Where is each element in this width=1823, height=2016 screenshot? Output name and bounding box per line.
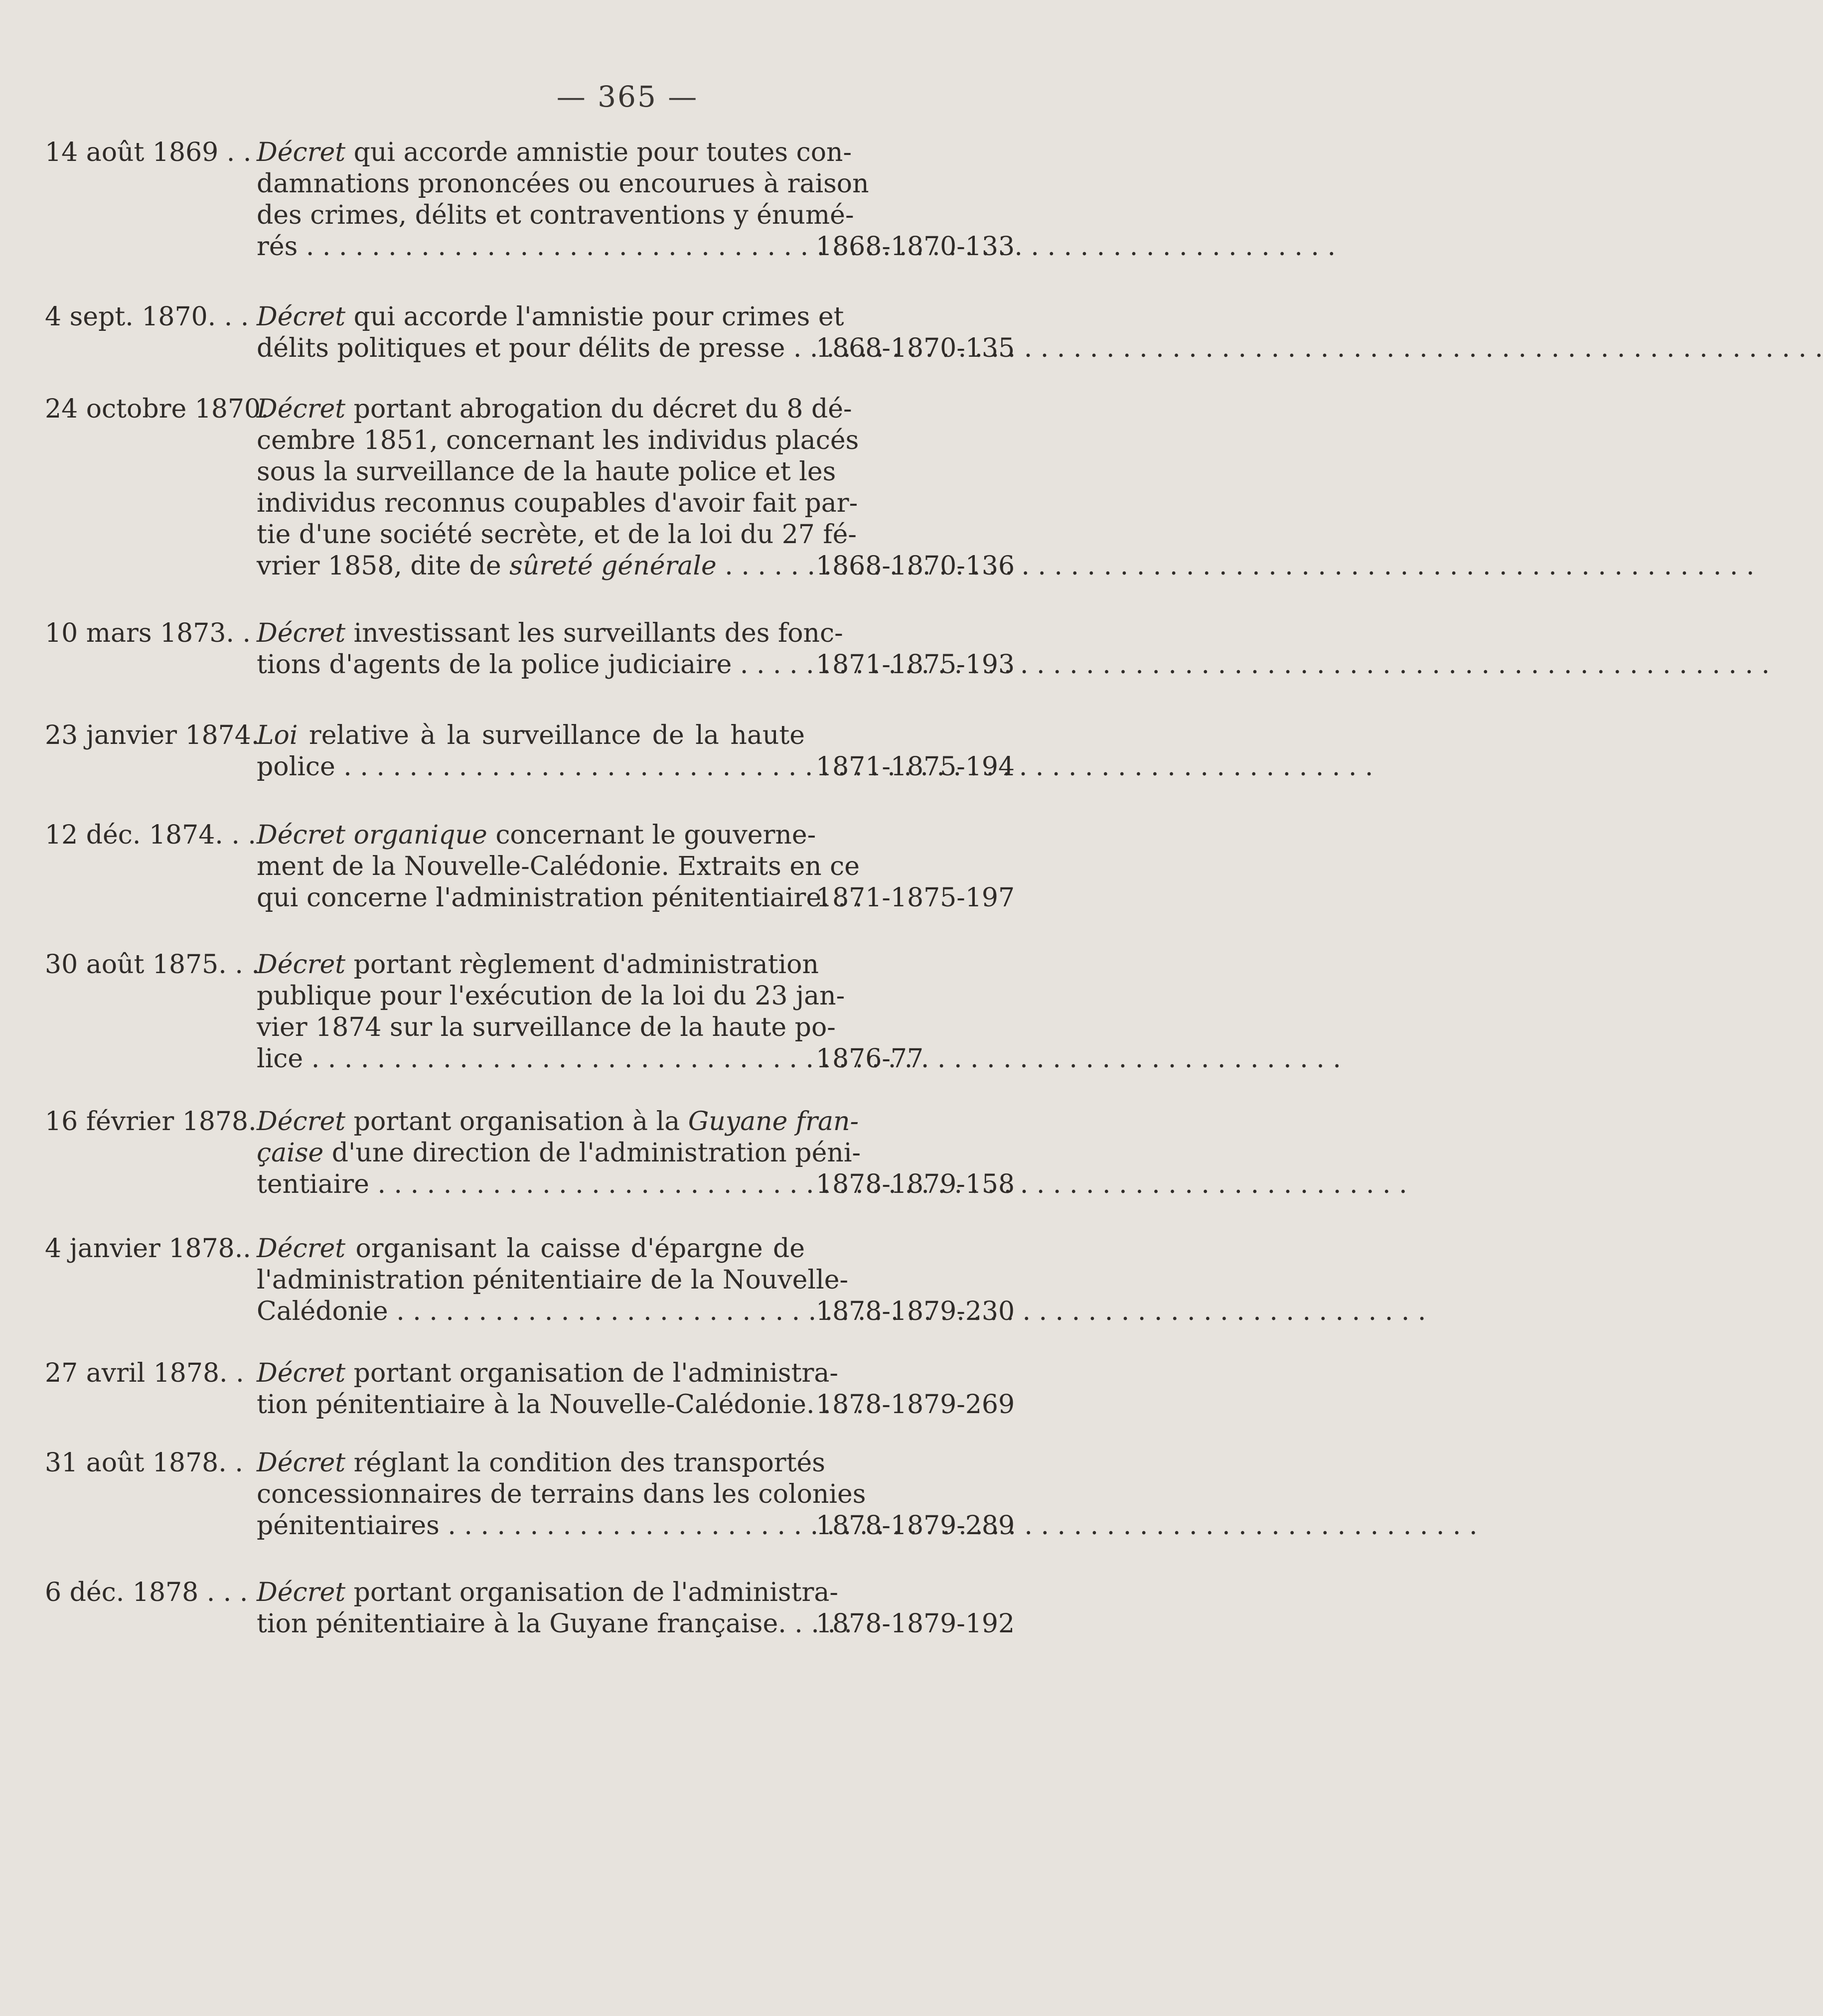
entry-line: sous la surveillance de la haute police et les: [257, 457, 836, 487]
entry-text: [257, 820, 863, 914]
entry-line: portant organisation de l'administra-: [353, 1358, 838, 1388]
entry-line: relative à la surveillance de la haute: [308, 720, 805, 750]
entry-line: portant abrogation du décret du 8 dé-: [353, 394, 852, 424]
entry-text: [257, 1106, 861, 1200]
entry-date: 27 avril 1878. .: [45, 1358, 244, 1388]
entry-line: ment de la Nouvelle-Calédonie. Extraits en ce: [257, 852, 860, 881]
entry-reference: 1871-1875-193: [816, 650, 1015, 680]
entry-text: [257, 720, 805, 783]
entry-line: publique pour l'exécution de la loi du 23 jan-: [257, 981, 845, 1011]
entry-line: délits politiques et pour délits de presse . . .: [257, 333, 805, 364]
entry-line: qui accorde l'amnistie pour crimes et: [353, 302, 844, 332]
entry-line: police . . .: [257, 751, 805, 783]
entry-reference: 1876-77: [816, 1044, 924, 1074]
entry-line: pénitentiaires . . .: [257, 1510, 805, 1542]
entry-date: 16 février 1878.: [45, 1107, 257, 1137]
entry-line: Calédonie . . .: [257, 1296, 805, 1327]
entry-line: vier 1874 sur la surveillance de la haute po-: [257, 1012, 836, 1042]
entry-kind: Décret: [257, 1107, 346, 1137]
entry-line: portant règlement d'administration: [353, 950, 819, 980]
entry-reference: 1868-1870-133: [816, 232, 1015, 262]
entry-line: l'administration pénitentiaire de la Nouvelle-: [257, 1265, 849, 1295]
entry-reference: 1878-1879-158: [816, 1169, 1015, 1199]
entry-reference: 1868-1870-135: [816, 333, 1015, 363]
entry-line: tions d'agents de la police judiciaire . . .: [257, 649, 805, 681]
entry-line: d'une direction de l'administration péni-: [331, 1138, 861, 1168]
entry-kind-suffix: organique: [353, 820, 487, 850]
entry-line: rés . . .: [257, 231, 805, 263]
entry-text: [257, 949, 845, 1075]
entry-text: [257, 618, 843, 681]
entry-line: réglant la condition des transportés: [353, 1448, 825, 1478]
entry-kind: Décret: [257, 1578, 346, 1607]
entry-line: investissant les surveillants des fonc-: [353, 618, 843, 648]
list-item: [0, 949, 1255, 1079]
entry-line: tion pénitentiaire à la Nouvelle-Calédonie. . . .: [257, 1390, 864, 1420]
entry-reference: 1878-1879-289: [816, 1511, 1015, 1541]
entry-text: [257, 1447, 866, 1542]
entry-line: tentiaire . . .: [257, 1169, 805, 1200]
entry-date: 31 août 1878. .: [45, 1448, 243, 1478]
entry-kind: Décret: [257, 302, 346, 332]
entry-text: [257, 394, 859, 582]
entry-line: portant organisation de l'administra-: [353, 1578, 838, 1607]
list-item: [0, 618, 1255, 683]
entry-reference: 1868-1870-136: [816, 551, 1015, 581]
entry-kind: Décret: [257, 138, 346, 167]
entry-date: 12 déc. 1874. . .: [45, 820, 256, 850]
list-item: [0, 1447, 1255, 1547]
entry-line: qui accorde amnistie pour toutes con-: [353, 138, 852, 167]
list-item: [0, 820, 1255, 919]
list-item: [0, 394, 1255, 588]
entry-line: individus reconnus coupables d'avoir fait par-: [257, 488, 858, 518]
entry-date: 10 mars 1873. .: [45, 618, 251, 648]
entry-reference: 1878-1879-230: [816, 1296, 1015, 1326]
entry-line: des crimes, délits et contraventions y énumé-: [257, 200, 854, 230]
entry-text: [257, 1358, 864, 1421]
entry-text: [257, 1233, 849, 1327]
entry-line: cembre 1851, concernant les individus placés: [257, 426, 859, 455]
list-item: [0, 137, 1255, 267]
entry-text: [257, 301, 844, 364]
entry-date: 24 octobre 1870.: [45, 394, 269, 424]
entry-date: 30 août 1875. . .: [45, 950, 260, 980]
entry-italic-phrase: Guyane fran-: [688, 1107, 859, 1137]
entry-reference: 1878-1879-192: [816, 1609, 1015, 1639]
entry-line: organisant la caisse d'épargne de: [355, 1234, 805, 1264]
entry-line: portant organisation à la: [353, 1107, 680, 1137]
entry-reference: 1871-1875-194: [816, 752, 1015, 782]
entry-line: tion pénitentiaire à la Guyane française. . . . .: [257, 1609, 852, 1639]
entry-reference: 1871-1875-197: [816, 883, 1015, 913]
entry-kind: Décret: [257, 1448, 346, 1478]
list-item: [0, 1106, 1255, 1206]
entry-line: vrier 1858, dite de: [257, 551, 501, 581]
entry-kind: Décret: [257, 1234, 346, 1264]
entry-text: [257, 1577, 852, 1640]
entry-line: damnations prononcées ou encourues à raison: [257, 169, 869, 199]
entry-date: 4 janvier 1878..: [45, 1234, 251, 1264]
entry-date: 23 janvier 1874.: [45, 720, 260, 750]
entry-line: qui concerne l'administration pénitentiaire. . .: [257, 883, 863, 913]
entry-kind: Décret: [257, 950, 346, 980]
entry-date: 14 août 1869 . .: [45, 138, 252, 167]
entry-kind: Décret: [257, 820, 346, 850]
entry-kind: Loi: [257, 720, 298, 750]
entry-line: lice . . .: [257, 1043, 805, 1075]
entry-italic-phrase: sûreté générale: [509, 551, 717, 581]
list-item: [0, 1577, 1255, 1642]
entry-reference: 1878-1879-269: [816, 1390, 1015, 1420]
entry-kind: Décret: [257, 1358, 346, 1388]
list-item: [0, 1233, 1255, 1333]
list-item: [0, 720, 1255, 785]
entry-date: 6 déc. 1878 . . .: [45, 1578, 248, 1607]
entry-italic-phrase: çaise: [257, 1138, 324, 1168]
list-item: [0, 301, 1255, 366]
entry-line: concernant le gouverne-: [495, 820, 816, 850]
entry-text: [257, 137, 869, 263]
entry-date: 4 sept. 1870. . .: [45, 302, 249, 332]
entry-line: tie d'une société secrète, et de la loi du 27 fé-: [257, 520, 857, 550]
entry-kind: Décret: [257, 394, 346, 424]
entry-line: concessionnaires de terrains dans les colonies: [257, 1479, 866, 1509]
list-item: [0, 1358, 1255, 1423]
page-number: — 365 —: [556, 80, 699, 114]
entry-kind: Décret: [257, 618, 346, 648]
